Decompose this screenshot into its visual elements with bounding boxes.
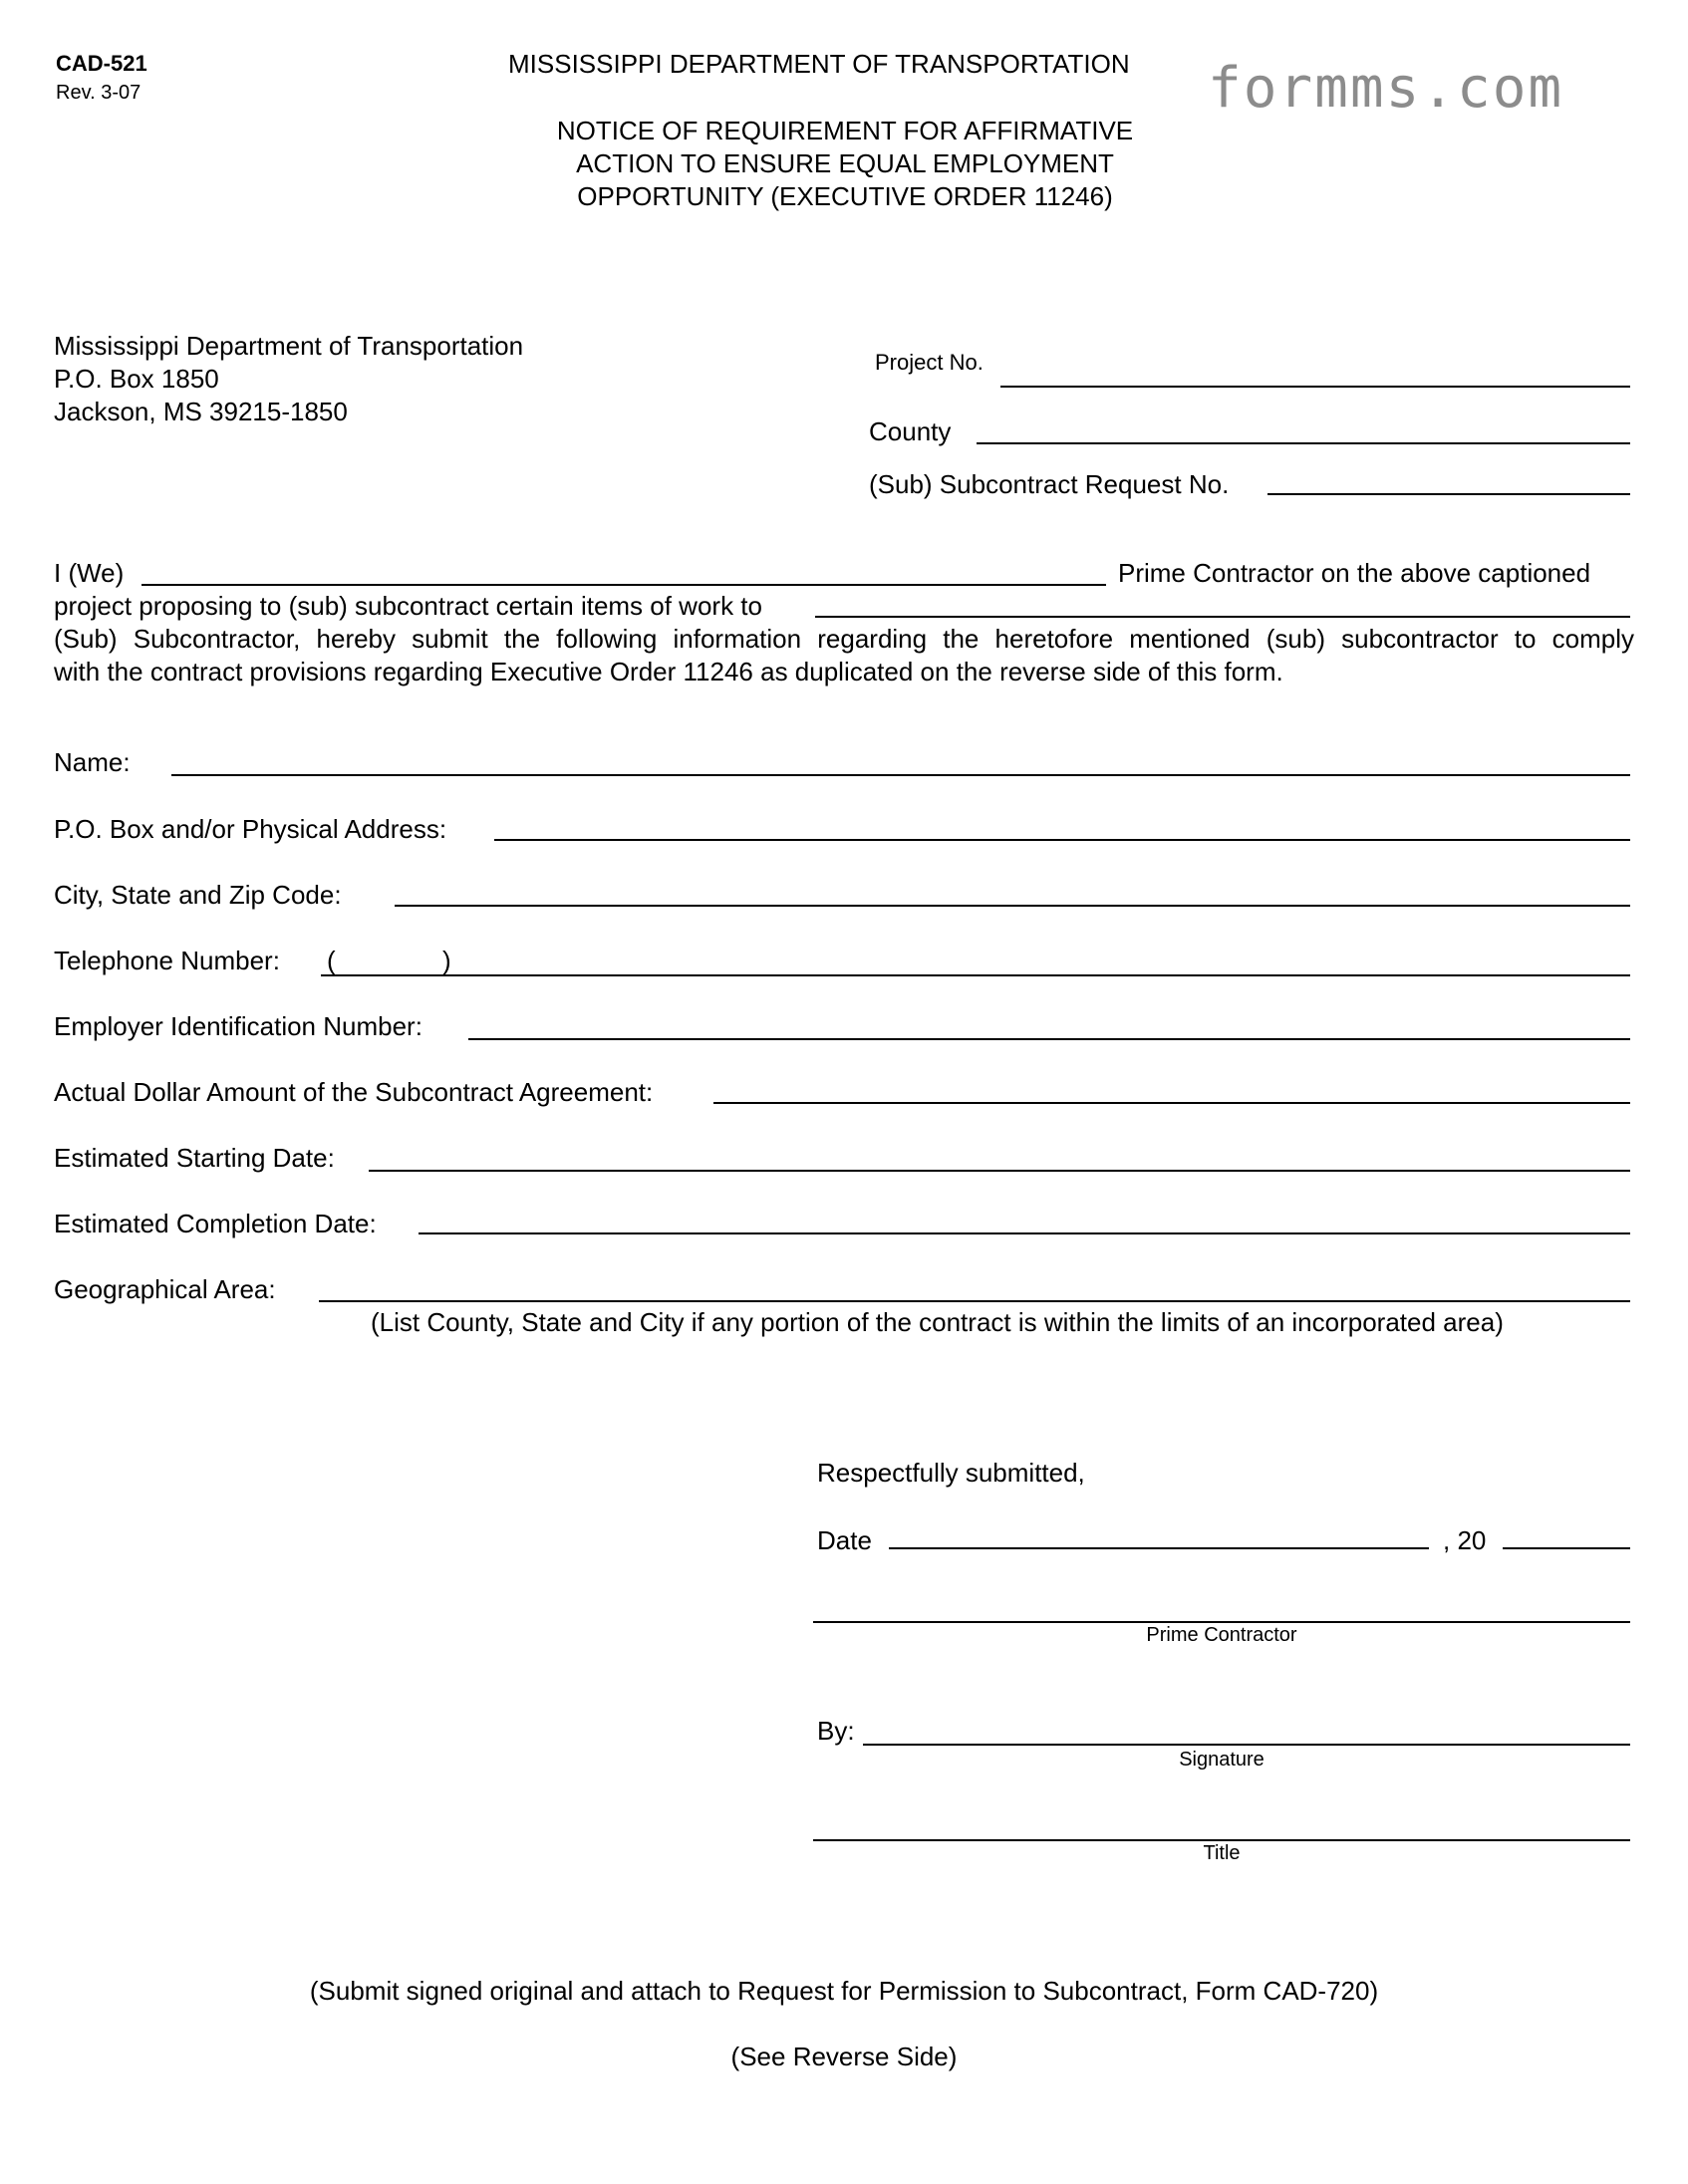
name-field[interactable] <box>171 774 1630 776</box>
start-date-label: Estimated Starting Date: <box>54 1143 335 1173</box>
respectfully-submitted: Respectfully submitted, <box>817 1458 1085 1488</box>
county-label: County <box>869 416 952 446</box>
form-title-line-2: ACTION TO ENSURE EQUAL EMPLOYMENT <box>576 148 1114 178</box>
statement-line-2: project proposing to (sub) subcontract certain items of work to <box>54 591 762 621</box>
statement-line-4: with the contract provisions regarding Executive Order 11246 as duplicated on the reverse side of this form. <box>54 657 1283 686</box>
subcontractor-name-field[interactable] <box>815 616 1630 618</box>
form-title-line-1: NOTICE OF REQUIREMENT FOR AFFIRMATIVE <box>556 116 1134 145</box>
completion-date-label: Estimated Completion Date: <box>54 1209 377 1238</box>
subcontract-request-label: (Sub) Subcontract Request No. <box>869 469 1230 499</box>
telephone-area-open: ( <box>327 946 336 975</box>
signature-caption: Signature <box>1179 1749 1265 1771</box>
telephone-label: Telephone Number: <box>54 946 280 975</box>
ein-label: Employer Identification Number: <box>54 1011 422 1041</box>
geo-area-field[interactable] <box>319 1300 1630 1302</box>
city-state-zip-label: City, State and Zip Code: <box>54 880 342 910</box>
ein-field[interactable] <box>468 1038 1630 1040</box>
date-field[interactable] <box>889 1547 1429 1549</box>
address-field[interactable] <box>494 839 1630 841</box>
date-label: Date <box>817 1525 872 1555</box>
prime-contractor-caption: Prime Contractor <box>1146 1624 1297 1646</box>
form-title-line-3: OPPORTUNITY (EXECUTIVE ORDER 11246) <box>577 181 1113 211</box>
address-line-2: P.O. Box 1850 <box>54 364 219 394</box>
submit-note: (Submit signed original and attach to Request for Permission to Subcontract, Form CAD-720) <box>309 1976 1379 2006</box>
project-no-label: Project No. <box>875 350 984 375</box>
telephone-field[interactable] <box>321 974 1630 976</box>
year-field[interactable] <box>1503 1547 1630 1549</box>
geo-area-note: (List County, State and City if any portion of the contract is within the limits of an incorporated area) <box>371 1307 1504 1337</box>
address-line-1: Mississippi Department of Transportation <box>54 331 524 361</box>
project-no-field[interactable] <box>1000 386 1630 388</box>
subcontract-request-field[interactable] <box>1267 493 1630 495</box>
start-date-field[interactable] <box>369 1170 1630 1172</box>
form-revision: Rev. 3-07 <box>56 82 141 104</box>
completion-date-field[interactable] <box>419 1232 1630 1234</box>
address-line-3: Jackson, MS 39215-1850 <box>54 397 348 426</box>
city-state-zip-field[interactable] <box>395 905 1630 907</box>
prime-contractor-name-field[interactable] <box>141 584 1106 586</box>
geo-area-label: Geographical Area: <box>54 1274 276 1304</box>
name-label: Name: <box>54 747 131 777</box>
year-prefix: , 20 <box>1443 1525 1487 1555</box>
by-label: By: <box>817 1716 855 1746</box>
prime-contractor-text: Prime Contractor on the above captioned <box>1118 558 1591 588</box>
statement-line-3: (Sub) Subcontractor, hereby submit the following information regarding the heretofore mentioned (sub) subcontractor to comply <box>54 624 1634 654</box>
signature-field[interactable] <box>863 1744 1630 1746</box>
telephone-area-close: ) <box>442 946 451 975</box>
reverse-side-note: (See Reverse Side) <box>730 2042 958 2071</box>
agency-title: MISSISSIPPI DEPARTMENT OF TRANSPORTATION <box>508 49 1130 79</box>
watermark-text: formms.com <box>1208 56 1564 121</box>
county-field[interactable] <box>977 442 1630 444</box>
title-caption: Title <box>1203 1842 1241 1864</box>
dollar-amount-field[interactable] <box>713 1102 1630 1104</box>
address-field-label: P.O. Box and/or Physical Address: <box>54 814 447 844</box>
form-number: CAD-521 <box>56 51 147 76</box>
i-we-label: I (We) <box>54 558 125 588</box>
dollar-amount-label: Actual Dollar Amount of the Subcontract Agreement: <box>54 1077 654 1107</box>
